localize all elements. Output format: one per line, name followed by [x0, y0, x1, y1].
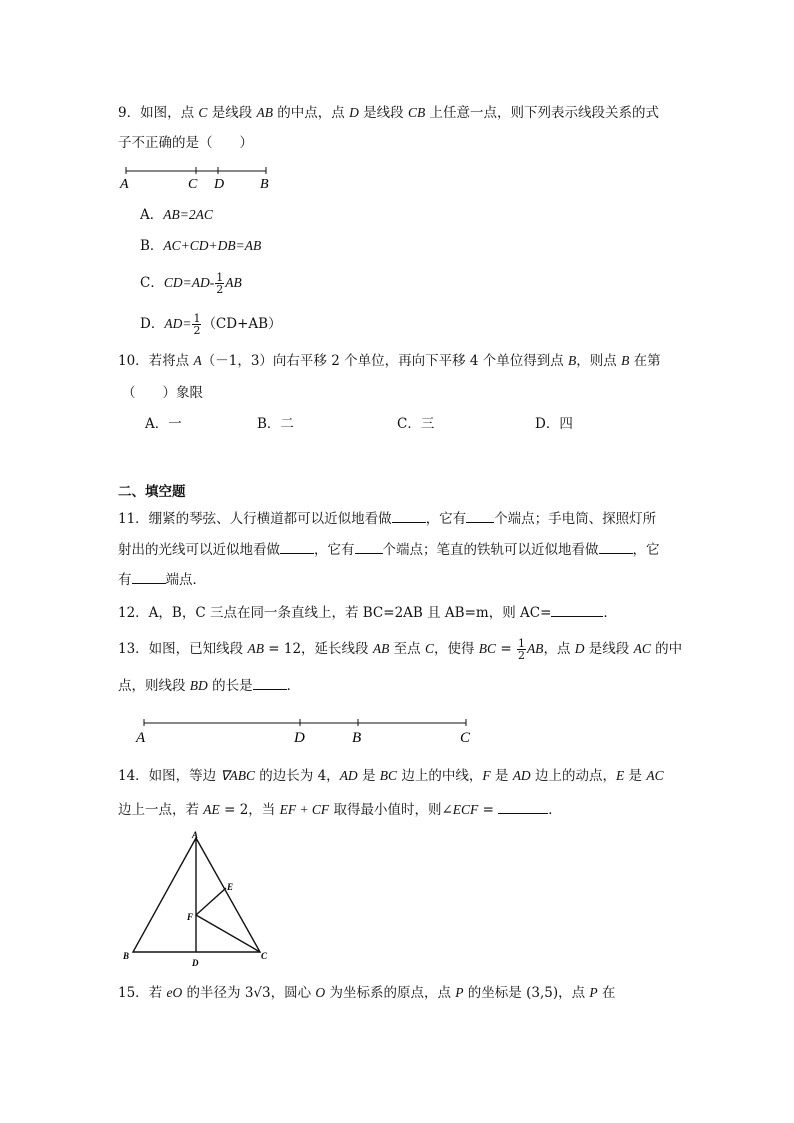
- text: 的中: [650, 641, 683, 657]
- fraction-den: 2: [193, 324, 201, 337]
- q11-line1: [118, 509, 656, 528]
- text: 9．如图，点: [118, 105, 199, 121]
- label-a: A: [136, 730, 146, 746]
- q9-option-b: [140, 237, 261, 255]
- var: BC: [379, 768, 398, 783]
- option-expr: CD=AD-: [163, 275, 215, 290]
- text: 端点．: [165, 572, 206, 588]
- text: 是线段: [584, 641, 634, 657]
- fraction-num: 1: [193, 312, 201, 325]
- option-expr: AB=2AC: [163, 207, 213, 222]
- text: 为坐标系的原点，点: [325, 985, 456, 1001]
- option-expr: AB: [225, 275, 242, 290]
- text: 的长是: [207, 678, 253, 694]
- text: 11．绷紧的琴弦、人行横道都可以近似地看做: [118, 511, 392, 527]
- q9-segment-figure: [118, 162, 278, 192]
- var: B: [568, 353, 577, 368]
- var: CB: [407, 105, 426, 120]
- q14-line1: [118, 767, 664, 785]
- var: AC: [646, 768, 664, 783]
- answer-blank[interactable]: [599, 540, 633, 554]
- q13-segment-figure: [134, 714, 474, 746]
- var: O: [315, 985, 326, 1000]
- label-e: E: [227, 882, 234, 892]
- option-label: A．: [140, 207, 164, 223]
- section-heading-fill-in: 二、填空题: [118, 484, 186, 500]
- text: 点，则线段: [118, 678, 190, 694]
- fraction: [215, 272, 224, 295]
- fraction-den: 2: [517, 649, 525, 662]
- var: C: [424, 641, 434, 656]
- text: 14．如图，等边: [118, 768, 221, 784]
- circle-symbol: e: [166, 985, 173, 1000]
- answer-blank[interactable]: [466, 509, 494, 523]
- text: 是线段: [207, 105, 257, 121]
- q14-line2: [118, 800, 562, 819]
- q10-option-c: C．三: [397, 416, 435, 432]
- q13-line2: [118, 676, 300, 695]
- label-a: A: [192, 830, 199, 840]
- fraction-num: 1: [517, 637, 525, 650]
- text: 的边长为 4，: [255, 768, 340, 784]
- text: ，它有: [425, 511, 467, 527]
- var: AB: [256, 105, 273, 120]
- text: ．: [603, 605, 617, 621]
- text: = 12，延长线段: [263, 641, 373, 657]
- q14-triangle-figure: [118, 828, 278, 970]
- text: 射出的光线可以近似地看做: [118, 542, 280, 558]
- text: ，它: [632, 542, 660, 558]
- var: B: [621, 353, 630, 368]
- text: =: [496, 641, 516, 657]
- text: 的半径为 3: [182, 985, 254, 1001]
- var: D: [574, 641, 585, 656]
- text: 上任意一点，则下列表示线段关系的式: [425, 105, 659, 121]
- text: 至点: [389, 641, 425, 657]
- var: ECF: [452, 802, 479, 817]
- option-label: D．: [140, 316, 165, 332]
- fraction: [192, 313, 201, 336]
- q11-line3: [118, 570, 206, 589]
- text: 的坐标是 (3,5)，点: [463, 985, 590, 1001]
- var: F: [482, 768, 491, 783]
- label-c: C: [261, 951, 268, 961]
- var: BD: [189, 678, 208, 693]
- text: ．: [286, 678, 301, 694]
- label-d: D: [294, 730, 305, 746]
- q11-line2: [118, 540, 660, 559]
- var: AD: [339, 768, 358, 783]
- var: A: [193, 353, 202, 368]
- q10-option-b: B．二: [257, 416, 294, 432]
- text: 边上的中线，: [397, 768, 483, 784]
- text: ，则点: [576, 353, 622, 369]
- label-b: B: [352, 730, 362, 746]
- q9-line1: [118, 104, 659, 122]
- text: =: [478, 802, 499, 818]
- option-expr: AC+CD+DB=AB: [163, 238, 262, 253]
- text: ，它有: [314, 542, 355, 558]
- var: AB: [247, 641, 264, 656]
- text: ，点: [543, 641, 575, 657]
- var: EF + CF: [279, 802, 330, 817]
- text: 个端点；笔直的铁轨可以近似地看做: [382, 542, 599, 558]
- option-label: B．: [140, 238, 164, 254]
- fraction-num: 1: [216, 271, 224, 284]
- text: 10．若将点: [118, 353, 194, 369]
- var: P: [589, 985, 598, 1000]
- text: ，使得: [433, 641, 479, 657]
- text: 边上的动点，: [530, 768, 616, 784]
- var: AE: [203, 802, 220, 817]
- text: 15．若: [118, 985, 167, 1001]
- fraction-den: 2: [216, 283, 224, 296]
- text: 是: [624, 768, 647, 784]
- var: AB: [372, 641, 390, 656]
- answer-blank[interactable]: [392, 509, 426, 523]
- option-expr: AD=: [164, 316, 192, 331]
- answer-blank[interactable]: [355, 540, 383, 554]
- answer-blank[interactable]: [253, 676, 287, 690]
- text: 边上一点，若: [118, 802, 204, 818]
- text: ．: [548, 802, 562, 818]
- q9-line2: 子不正确的是（ ）: [118, 135, 253, 151]
- q9-option-a: [140, 206, 213, 224]
- sqrt: √3: [253, 985, 271, 1001]
- var: E: [615, 768, 625, 783]
- answer-blank[interactable]: [280, 540, 314, 554]
- text: 有: [118, 572, 132, 588]
- var: C: [198, 105, 208, 120]
- label-c: C: [460, 730, 471, 746]
- label-d: D: [214, 177, 225, 192]
- q12-line: [118, 603, 617, 622]
- label-c: C: [188, 177, 198, 192]
- q15-line1: [118, 984, 615, 1002]
- q9-option-d: [140, 313, 282, 336]
- text: ，圆心: [270, 985, 316, 1001]
- text: 个端点；手电筒、探照灯所: [494, 511, 657, 527]
- text: 在: [597, 985, 616, 1001]
- var: P: [455, 985, 464, 1000]
- text: 是线段: [358, 105, 408, 121]
- text: 的中点，点: [273, 105, 350, 121]
- q9-option-c: [140, 272, 242, 295]
- answer-blank[interactable]: [551, 603, 603, 617]
- var: AB: [526, 641, 544, 656]
- answer-blank[interactable]: [498, 800, 548, 814]
- q10-line1: [118, 352, 661, 370]
- label-d: D: [192, 958, 199, 968]
- answer-blank[interactable]: [132, 570, 166, 584]
- var: D: [349, 105, 359, 120]
- q10-line2: （ ）象限: [122, 385, 203, 401]
- q13-line1: [118, 638, 682, 661]
- text: 13．如图，已知线段: [118, 641, 248, 657]
- var: BC: [478, 641, 497, 656]
- q10-option-a: A．一: [145, 416, 182, 432]
- label-b: B: [123, 951, 130, 961]
- text: 12．A，B，C 三点在同一条直线上，若 BC=2AB 且 AB=m，则 AC=: [118, 605, 552, 621]
- text: 是: [490, 768, 513, 784]
- option-label: C．: [140, 275, 164, 291]
- text: 是: [357, 768, 380, 784]
- label-b: B: [260, 177, 269, 192]
- var: O: [172, 985, 183, 1000]
- var: AC: [633, 641, 651, 656]
- label-f: F: [187, 912, 194, 922]
- text: 取得最小值时，则∠: [329, 802, 453, 818]
- option-expr: （CD+AB）: [202, 316, 282, 332]
- text: = 2，当: [219, 802, 280, 818]
- fraction: [517, 638, 526, 661]
- var: AD: [512, 768, 531, 783]
- text: 在第: [629, 353, 661, 369]
- text: （－1，3）向右平移 2 个单位，再向下平移 4 个单位得到点: [201, 353, 569, 369]
- q10-option-d: D．四: [535, 416, 573, 432]
- var: ∇ABC: [220, 768, 256, 783]
- label-a: A: [120, 177, 129, 192]
